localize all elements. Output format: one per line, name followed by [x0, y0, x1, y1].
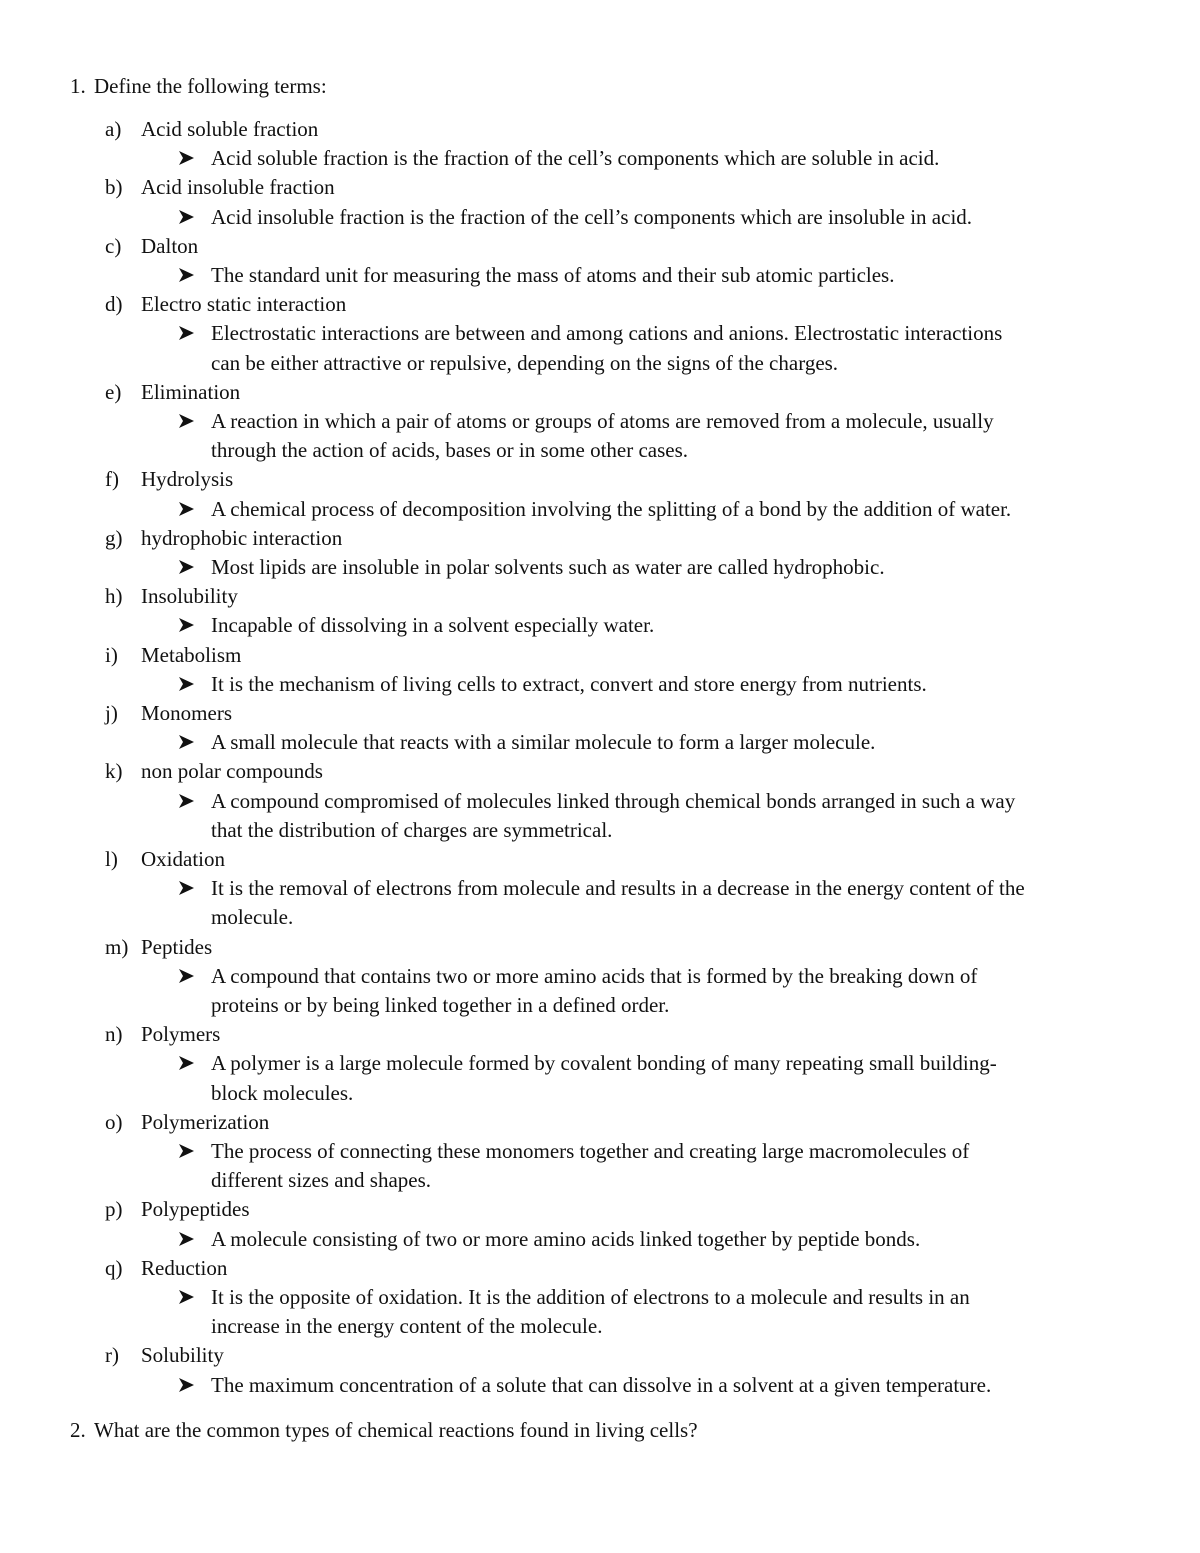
definition-text: A chemical process of decomposition involving the splitting of a bond by the addition of water.: [211, 496, 1012, 521]
arrowhead-bullet-icon: [178, 495, 195, 524]
definition-text: that the distribution of charges are symmetrical.: [211, 817, 613, 842]
term: Monomers: [141, 701, 232, 725]
list-letter: p): [105, 1197, 123, 1222]
list-letter: f): [105, 467, 119, 492]
term: non polar compounds: [141, 759, 323, 784]
question-number: 1.: [70, 74, 86, 98]
definition-text: increase in the energy content of the molecule.: [211, 1314, 603, 1339]
list-letter: m): [105, 934, 129, 959]
arrowhead-bullet-icon: [178, 319, 195, 348]
list-letter: q): [105, 1255, 123, 1280]
definition-text: block molecules.: [211, 1080, 354, 1105]
question-text: Define the following terms:: [94, 74, 327, 98]
definition-text: through the action of acids, bases or in some other cases.: [211, 438, 689, 463]
question-text: What are the common types of chemical reactions found in living cells?: [94, 1417, 698, 1442]
arrowhead-bullet-icon: [178, 728, 195, 757]
list-letter: g): [105, 525, 123, 550]
arrowhead-bullet-icon: [178, 1283, 195, 1312]
arrowhead-bullet-icon: [178, 1225, 195, 1254]
list-letter: i): [105, 642, 118, 667]
definition-text: proteins or by being linked together in a defined order.: [211, 993, 670, 1017]
list-letter: j): [105, 701, 118, 725]
list-letter: c): [105, 233, 122, 258]
definition-text: A compound compromised of molecules linked through chemical bonds arranged in such a way: [211, 788, 1016, 813]
question-number: 2.: [70, 1417, 86, 1442]
list-letter: a): [105, 117, 122, 141]
definition-text: Acid insoluble fraction is the fraction of the cell’s components which are insoluble in acid.: [211, 204, 973, 229]
arrowhead-bullet-icon: [178, 874, 195, 903]
definition-text: Incapable of dissolving in a solvent especially water.: [211, 613, 655, 638]
arrowhead-bullet-icon: [178, 1371, 195, 1400]
definition-text: Electrostatic interactions are between and among cations and anions. Electrostatic interactions: [211, 321, 1003, 346]
term: Metabolism: [141, 642, 242, 667]
list-letter: e): [105, 379, 122, 404]
list-letter: n): [105, 1022, 123, 1047]
definition-text: The process of connecting these monomers together and creating large macromolecules of: [211, 1139, 970, 1163]
list-letter: l): [105, 847, 118, 871]
list-letter: h): [105, 584, 123, 609]
definition-text: A reaction in which a pair of atoms or groups of atoms are removed from a molecule, usually: [211, 409, 994, 433]
list-letter: r): [105, 1343, 119, 1368]
definition-text: Acid soluble fraction is the fraction of the cell’s components which are soluble in acid.: [211, 146, 940, 171]
definition-text: molecule.: [211, 905, 294, 930]
arrowhead-bullet-icon: [178, 203, 195, 232]
definition-text: The standard unit for measuring the mass of atoms and their sub atomic particles.: [211, 263, 895, 287]
arrowhead-bullet-icon: [178, 611, 195, 640]
arrowhead-bullet-icon: [178, 261, 195, 290]
term: Peptides: [141, 934, 213, 959]
term: Acid soluble fraction: [141, 117, 319, 141]
list-letter: d): [105, 292, 123, 317]
definition-text: can be either attractive or repulsive, depending on the signs of the charges.: [211, 350, 839, 375]
definition-text: It is the opposite of oxidation. It is the addition of electrons to a molecule and results in an: [211, 1285, 970, 1309]
definition-text: A small molecule that reacts with a similar molecule to form a larger molecule.: [211, 730, 876, 755]
term: Polypeptides: [141, 1197, 250, 1222]
term: Polymerization: [141, 1109, 270, 1134]
arrowhead-bullet-icon: [178, 1137, 195, 1166]
definition-text: It is the removal of electrons from molecule and results in a decrease in the energy content of the: [211, 876, 1025, 901]
arrowhead-bullet-icon: [178, 962, 195, 991]
term: Acid insoluble fraction: [141, 175, 335, 200]
definition-text: A molecule consisting of two or more amino acids linked together by peptide bonds.: [211, 1226, 921, 1251]
term: Solubility: [141, 1343, 224, 1368]
term: Hydrolysis: [141, 467, 234, 492]
list-letter: k): [105, 759, 123, 784]
term: hydrophobic interaction: [141, 525, 343, 550]
arrowhead-bullet-icon: [178, 144, 195, 173]
term: Insolubility: [141, 584, 238, 609]
arrowhead-bullet-icon: [178, 1049, 195, 1078]
term: Elimination: [141, 379, 241, 404]
arrowhead-bullet-icon: [178, 407, 195, 436]
arrowhead-bullet-icon: [178, 670, 195, 699]
definition-text: It is the mechanism of living cells to extract, convert and store energy from nutrients.: [211, 671, 927, 696]
arrowhead-bullet-icon: [178, 787, 195, 816]
definition-text: A polymer is a large molecule formed by covalent bonding of many repeating small building-: [211, 1051, 997, 1076]
list-letter: o): [105, 1109, 123, 1134]
term: Reduction: [141, 1255, 228, 1280]
definition-text: Most lipids are insoluble in polar solvents such as water are called hydrophobic.: [211, 555, 885, 579]
term: Dalton: [141, 233, 199, 258]
definition-text: different sizes and shapes.: [211, 1168, 432, 1193]
term: Polymers: [141, 1022, 221, 1047]
definition-text: A compound that contains two or more amino acids that is formed by the breaking down of: [211, 963, 978, 988]
list-letter: b): [105, 175, 123, 200]
term: Oxidation: [141, 847, 225, 871]
arrowhead-bullet-icon: [178, 553, 195, 582]
definition-text: The maximum concentration of a solute that can dissolve in a solvent at a given temperature.: [211, 1372, 992, 1397]
term: Electro static interaction: [141, 292, 347, 317]
